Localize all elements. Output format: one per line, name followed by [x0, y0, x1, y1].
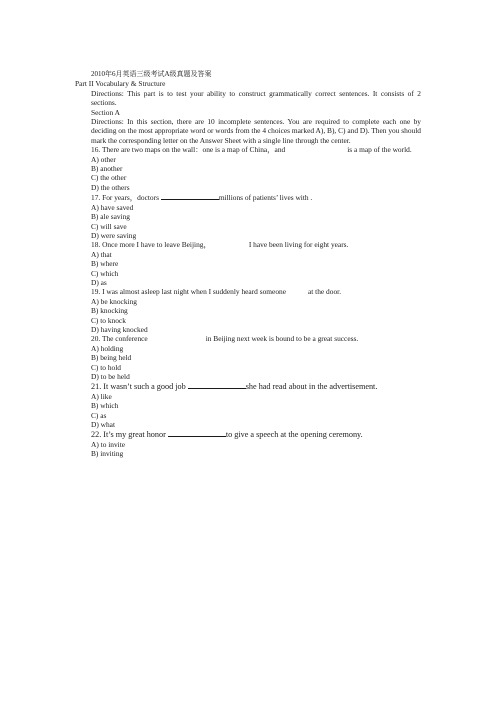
- option: B) being held: [91, 353, 132, 363]
- question-stem-end: to give a speech at the opening ceremony.: [225, 430, 363, 440]
- option: A) that: [91, 249, 112, 259]
- option: B) which: [91, 401, 119, 411]
- question-19-stem: [75, 287, 421, 296]
- question-18-stem: [75, 240, 421, 249]
- question-stem-end: in Beijing next week is bound to be a great success.: [205, 334, 359, 344]
- question-stem-start: 18. Once more I have to leave Beijing，: [91, 240, 211, 250]
- option: D) the others: [91, 182, 130, 192]
- document-title: 2010年6月英语三级考试A级真题及答案: [91, 70, 212, 78]
- option: C) will save: [91, 221, 127, 231]
- question-stem-start: 19. I was almost asleep last night when I suddenly heard someone: [91, 287, 286, 297]
- section-heading: Section A: [91, 107, 120, 117]
- question-22-stem: [75, 429, 421, 439]
- option: A) be knocking: [91, 296, 137, 306]
- document-page: [75, 70, 421, 459]
- part-heading: Part II Vocabulary & Structure: [75, 79, 166, 89]
- question-stem-end: she had read about in the advertisement.: [245, 382, 378, 392]
- option: B) another: [91, 164, 123, 174]
- answer-blank: [168, 429, 226, 437]
- option: C) to knock: [91, 315, 126, 325]
- answer-blank: [188, 381, 246, 389]
- question-stem-start: 17. For years，doctors: [91, 193, 159, 203]
- part-directions: Directions: This part is to test your ability to construct grammatically correct sentences. It consists of 2 sections.: [91, 88, 421, 108]
- option: C) which: [91, 268, 119, 278]
- option: C) the other: [91, 173, 127, 183]
- question-stem-end: millions of patients’ lives with .: [218, 193, 313, 203]
- option: C) as: [91, 410, 107, 420]
- option: A) other: [91, 154, 116, 164]
- option: B) knocking: [91, 306, 128, 316]
- question-stem-start: 20. The conference: [91, 334, 148, 344]
- question-20-stem: [75, 334, 421, 343]
- option: D) what: [91, 420, 116, 430]
- section-directions: Directions: In this section, there are 10 incomplete sentences. You are required to complete each one by deciding on the most appropriate word or words from the 4 choices marked A), B), C) and D). Then you should mark the corresponding letter on the Answer Sheet with a single line through the center.: [91, 117, 421, 145]
- option: D) having knocked: [91, 324, 148, 334]
- question-stem-start: 22. It’s my great honor: [91, 430, 166, 440]
- question-21-stem: [75, 381, 421, 391]
- option: B) ale saving: [91, 212, 130, 222]
- question-stem-end: I have been living for eight years.: [248, 240, 349, 250]
- option: A) have saved: [91, 202, 134, 212]
- question-stem-end: is a map of the world.: [347, 145, 412, 155]
- option: A) to invite: [91, 439, 126, 449]
- option: B) where: [91, 259, 119, 269]
- question-stem-start: 16. There are two maps on the wall：one is a map of China，and: [91, 145, 286, 155]
- option: D) were saving: [91, 230, 137, 240]
- option: A) holding: [91, 343, 124, 353]
- option: D) as: [91, 277, 107, 287]
- question-stem-end: at the door.: [308, 287, 342, 297]
- option: C) to hold: [91, 362, 121, 372]
- question-17-stem: [75, 192, 421, 202]
- option: B) inviting: [91, 449, 124, 459]
- option: D) to be held: [91, 372, 130, 381]
- question-16-stem: [75, 145, 421, 154]
- answer-blank: [161, 192, 219, 200]
- option: A) like: [91, 391, 112, 401]
- question-stem-start: 21. It wasn’t such a good job: [91, 382, 186, 392]
